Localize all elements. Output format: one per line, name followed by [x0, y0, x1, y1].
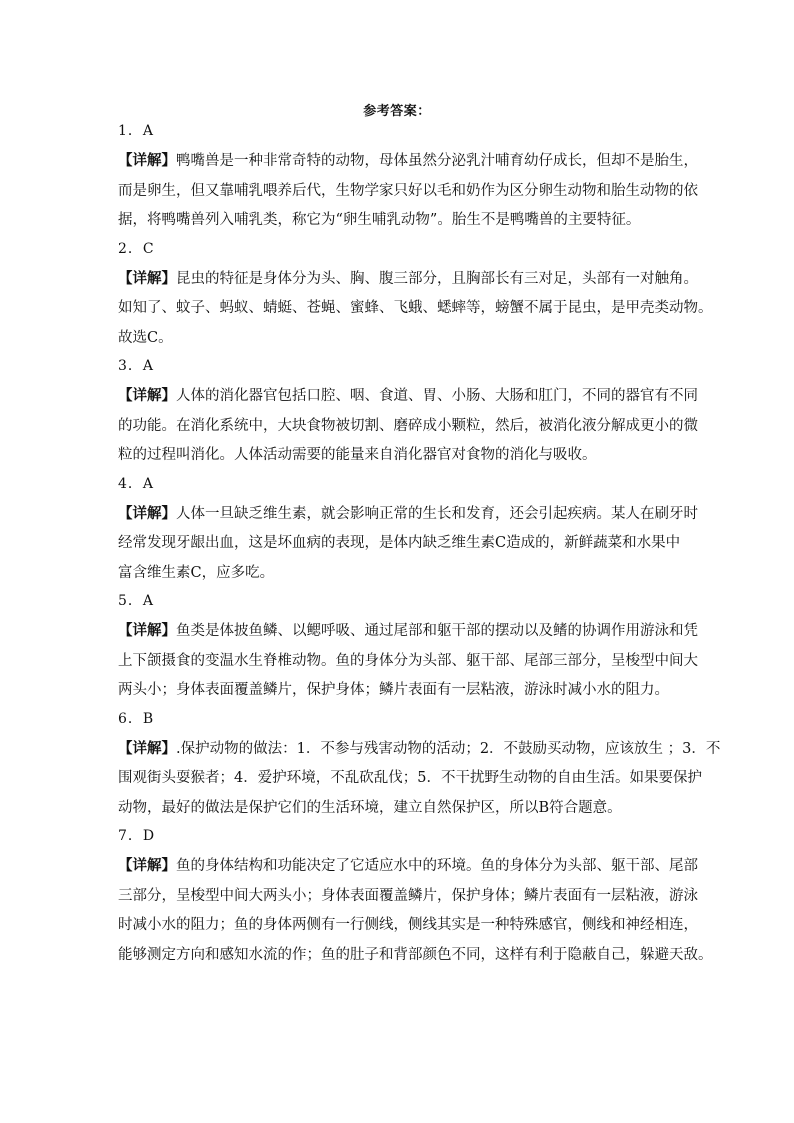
answer-detail — [118, 851, 713, 970]
answer-detail — [118, 499, 698, 589]
detail-text: 鸭嘴兽是一种非常奇特的动物，母体虽然分泌乳汁哺育幼仔成长，但却不是胎生， — [176, 153, 698, 169]
answer-list — [118, 122, 721, 974]
detail-tag: 【详解】 — [118, 269, 176, 287]
detail-line: 粒的过程叫消化。人体活动需要的能量来自消化器官对食物的消化与吸收。 — [118, 447, 597, 463]
detail-tag: 【详解】 — [118, 387, 176, 404]
detail-tag: 【详解】 — [118, 504, 176, 522]
detail-tag: 【详解】 — [118, 622, 176, 639]
detail-line — [118, 851, 698, 882]
detail-line — [118, 734, 721, 765]
detail-text: .保护动物的做法：1．不参与残害动物的活动；2．不鼓励买动物，应该放生 ；3．不 — [176, 740, 721, 757]
detail-line: 而是卵生，但又靠哺乳喂养后代，生物学家只好以毛和奶作为区分卵生动物和胎生动物的依 — [118, 182, 698, 199]
detail-tag: 【详解】 — [118, 739, 176, 757]
detail-line: 动物，最好的做法是保护它们的生活环境，建立自然保护区，所以B符合题意。 — [118, 799, 622, 816]
answer-item — [118, 357, 698, 471]
answer-detail — [118, 381, 698, 471]
page-title: 参考答案： — [363, 104, 431, 119]
answer-detail — [118, 734, 721, 824]
detail-text: 鱼的身体结构和功能决定了它适应水中的环境。鱼的身体分为头部、躯干部、尾部 — [176, 858, 698, 874]
answer-detail — [118, 146, 698, 236]
question-number: 6．B — [118, 710, 155, 727]
answer-item — [118, 592, 698, 706]
detail-line — [118, 499, 698, 530]
detail-line — [118, 146, 698, 177]
detail-line: 上下颌摄食的变温水生脊椎动物。鱼的身体分为头部、躯干部、尾部三部分，呈梭型中间大 — [118, 652, 698, 669]
detail-text: 昆虫的特征是身体分为头、胸、腹三部分，且胸部长有三对足，头部有一对触角。 — [176, 270, 698, 287]
answer-item — [118, 240, 713, 354]
detail-text: 鱼类是体披鱼鳞、以鳃呼吸、通过尾部和躯干部的摆动以及鳍的协调作用游泳和凭 — [176, 623, 698, 639]
answer-item — [118, 710, 721, 824]
detail-tag: 【详解】 — [118, 857, 176, 874]
detail-line: 两头小；身体表面覆盖鳞片，保护身体；鳞片表面有一层粘液，游泳时减小水的阻力。 — [118, 682, 669, 698]
detail-line: 经常发现牙龈出血，这是坏血病的表现，是体内缺乏维生素C造成的，新鲜蔬菜和水果中 — [118, 535, 681, 551]
question-number: 5．A — [118, 593, 155, 609]
question-number: 1．A — [118, 123, 155, 139]
detail-line: 围观街头耍猴者；4．爱护环境，不乱砍乱伐；5．不干扰野生动物的自由生活。如果要保护 — [118, 770, 702, 786]
answer-item — [118, 122, 698, 236]
detail-line: 三部分，呈梭型中间大两头小；身体表面覆盖鳞片，保护身体；鳞片表面有一层粘液，游泳 — [118, 887, 698, 904]
question-number: 4．A — [118, 475, 155, 492]
detail-tag: 【详解】 — [118, 152, 176, 169]
detail-line — [118, 264, 698, 295]
detail-line: 时减小水的阻力；鱼的身体两侧有一行侧线，侧线其实是一种特殊感官，侧线和神经相连， — [118, 917, 698, 933]
detail-text: 人体一旦缺乏维生素，就会影响正常的生长和发育，还会引起疾病。某人在刷牙时 — [176, 505, 698, 522]
detail-line: 富含维生素C，应多吃。 — [118, 564, 275, 581]
detail-text: 人体的消化器官包括口腔、咽、食道、胃、小肠、大肠和肛门，不同的器官有不同 — [176, 388, 698, 404]
answer-detail — [118, 264, 713, 354]
detail-line — [118, 381, 698, 412]
answer-item — [118, 475, 698, 589]
answer-item — [118, 827, 713, 970]
question-number: 7．D — [118, 828, 156, 844]
question-number: 3．A — [118, 358, 155, 374]
detail-line — [118, 616, 698, 647]
detail-line: 的功能。在消化系统中，大块食物被切割、磨碎成小颗粒，然后，被消化液分解成更小的微 — [118, 417, 698, 434]
detail-line: 能够测定方向和感知水流的作；鱼的肚子和背部颜色不同，这样有利于隐蔽自己，躲避天敌。 — [118, 946, 713, 963]
detail-line: 据，将鸭嘴兽列入哺乳类，称它为“卵生哺乳动物”。胎生不是鸭嘴兽的主要特征。 — [118, 212, 641, 228]
detail-line: 如知了、蚊子、蚂蚁、蜻蜓、苍蝇、蜜蜂、飞蛾、蟋蟀等，螃蟹不属于昆虫，是甲壳类动物。 — [118, 300, 713, 316]
answer-detail — [118, 616, 698, 706]
question-number: 2．C — [118, 240, 155, 257]
detail-line: 故选C。 — [118, 329, 173, 346]
